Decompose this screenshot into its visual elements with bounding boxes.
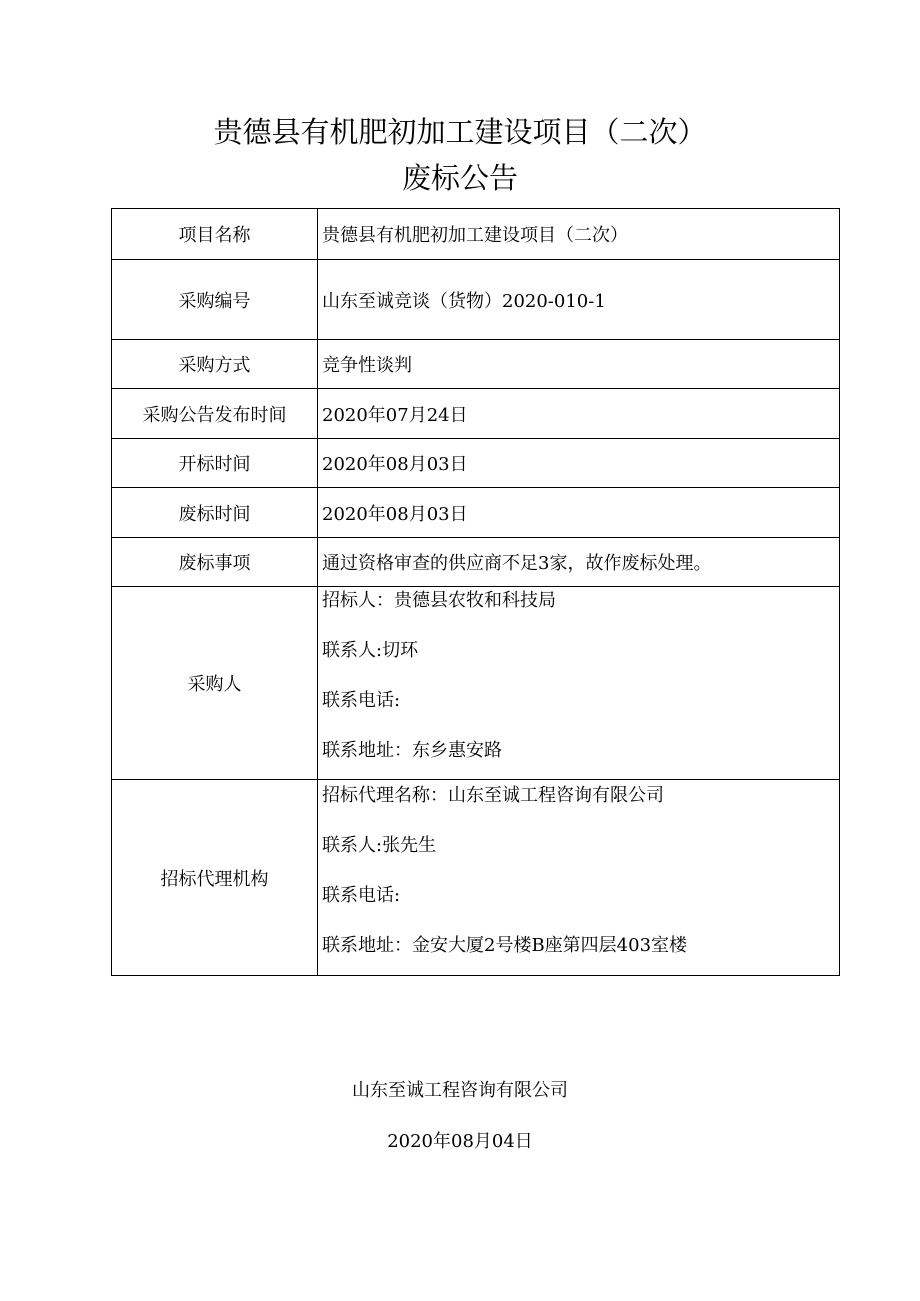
row-value-project-name: 贵德县有机肥初加工建设项目（二次） — [318, 209, 840, 260]
footer-company: 山东至诚工程咨询有限公司 — [352, 1080, 568, 1101]
row-value-abandonment-time: 2020年08月03日 — [318, 488, 840, 538]
row-label-publish-time: 采购公告发布时间 — [112, 389, 318, 439]
document-title: 贵德县有机肥初加工建设项目（二次） — [213, 115, 707, 149]
row-label-agency: 招标代理机构 — [112, 780, 318, 976]
purchaser-phone: 联系电话: — [322, 690, 401, 711]
row-label-procurement-method: 采购方式 — [112, 340, 318, 389]
row-value-procurement-method: 竞争性谈判 — [318, 340, 840, 389]
notice-table — [111, 208, 840, 976]
table-row — [112, 340, 840, 389]
row-label-abandonment-time: 废标时间 — [112, 488, 318, 538]
agency-phone: 联系电话: — [322, 885, 401, 906]
table-row — [112, 439, 840, 488]
purchaser-tenderer: 招标人：贵德县农牧和科技局 — [322, 590, 556, 611]
agency-address: 联系地址：金安大厦2号楼B座第四层403室楼 — [322, 935, 688, 956]
purchaser-address: 联系地址：东乡惠安路 — [322, 740, 502, 761]
row-value-procurement-number: 山东至诚竞谈（货物）2020-010-1 — [318, 260, 840, 340]
agency-contact: 联系人:张先生 — [322, 835, 437, 856]
row-label-procurement-number: 采购编号 — [112, 260, 318, 340]
table-row — [112, 538, 840, 587]
table-row — [112, 389, 840, 439]
table-row — [112, 780, 840, 976]
row-value-publish-time: 2020年07月24日 — [318, 389, 840, 439]
row-label-bid-opening-time: 开标时间 — [112, 439, 318, 488]
purchaser-contact: 联系人:切环 — [322, 640, 419, 661]
table-row — [112, 209, 840, 260]
footer-date: 2020年08月04日 — [387, 1131, 533, 1152]
document-subtitle: 废标公告 — [401, 161, 518, 195]
table-row — [112, 488, 840, 538]
row-label-abandonment-matter: 废标事项 — [112, 538, 318, 587]
row-value-bid-opening-time: 2020年08月03日 — [318, 439, 840, 488]
purchaser-details — [318, 587, 840, 780]
row-label-purchaser: 采购人 — [112, 587, 318, 780]
agency-details — [318, 780, 840, 976]
table-row — [112, 587, 840, 780]
row-label-project-name: 项目名称 — [112, 209, 318, 260]
table-row — [112, 260, 840, 340]
agency-name: 招标代理名称：山东至诚工程咨询有限公司 — [322, 785, 664, 806]
row-value-abandonment-matter: 通过资格审查的供应商不足3家，故作废标处理。 — [318, 538, 840, 587]
